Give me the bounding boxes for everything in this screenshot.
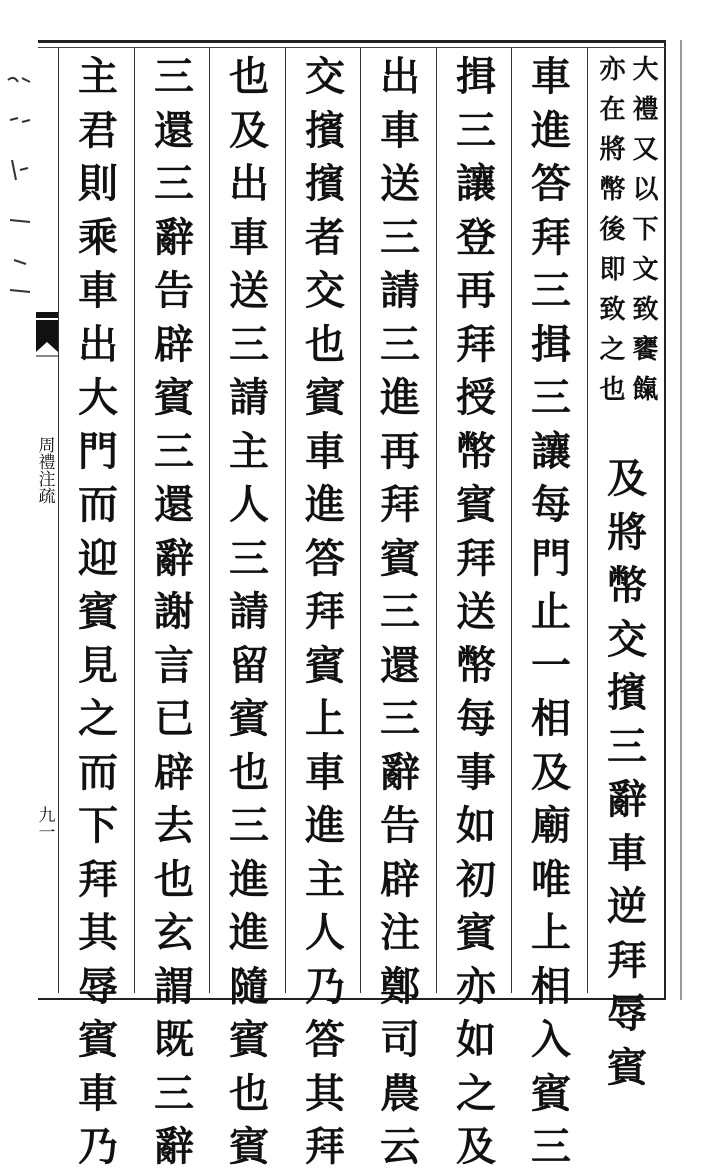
main-text-char: 之 — [78, 695, 118, 742]
main-text-char: 每 — [531, 481, 571, 528]
main-text-char: 出 — [78, 320, 118, 368]
annotation-char: 致 — [599, 295, 626, 325]
main-text-char: 者 — [305, 213, 345, 261]
main-text-char: 去 — [154, 802, 194, 849]
main-text-char: 三 — [154, 160, 194, 207]
main-text-char: 三 — [456, 106, 496, 154]
main-text-char: 賓 — [78, 588, 118, 635]
main-text-char: 拜 — [305, 588, 345, 635]
annotation-char: 又 — [632, 135, 659, 165]
annotation-char: 將 — [599, 135, 626, 165]
main-text-char: 擯 — [305, 160, 345, 207]
main-text-char: 三 — [229, 802, 269, 849]
main-text-char: 也 — [154, 855, 194, 903]
main-text-char: 鄭 — [380, 962, 420, 1010]
main-text-char: 拜 — [380, 481, 420, 528]
main-text-char: 還 — [154, 481, 194, 528]
main-text-char: 三 — [154, 1069, 194, 1117]
main-text-char: 隨 — [229, 962, 269, 1010]
main-text-char: 既 — [154, 1016, 194, 1063]
main-text-char: 請 — [229, 374, 269, 421]
main-text-char: 相 — [531, 695, 571, 742]
main-text-char: 乃 — [78, 1123, 118, 1170]
margin-title-char: 疏 — [38, 487, 56, 507]
main-text-char: 送 — [456, 588, 496, 635]
column-rule — [58, 48, 59, 993]
main-text-char: 門 — [78, 427, 118, 475]
main-text-char: 三 — [531, 1123, 571, 1170]
main-text-char: 車 — [607, 829, 647, 877]
main-text-char: 賓 — [154, 374, 194, 421]
main-text-char: 人 — [229, 481, 269, 528]
main-text-char: 三 — [380, 695, 420, 742]
main-text-char: 三 — [154, 427, 194, 475]
main-text-char: 其 — [78, 909, 118, 956]
main-text-char: 則 — [78, 160, 118, 207]
main-text-char: 如 — [456, 802, 496, 849]
main-text-char: 主 — [305, 855, 345, 903]
main-text-char: 拜 — [531, 213, 571, 261]
main-text-char: 賓 — [305, 641, 345, 689]
main-text-char: 賓 — [229, 1016, 269, 1063]
main-text-char: 揖 — [456, 53, 496, 100]
main-text-char: 賓 — [456, 909, 496, 956]
main-text-char: 拜 — [607, 936, 647, 984]
margin-title-char: 禮 — [38, 453, 56, 473]
main-text-char: 出 — [229, 160, 269, 207]
main-text-char: 進 — [229, 909, 269, 956]
main-text-char: 已 — [154, 695, 194, 742]
main-text-char: 事 — [456, 748, 496, 796]
main-text-char: 答 — [305, 1016, 345, 1063]
main-text-char: 一 — [531, 641, 571, 689]
annotation-char: 後 — [599, 215, 626, 245]
main-text-char: 乃 — [305, 962, 345, 1010]
annotation-char: 大 — [632, 55, 659, 85]
main-text-char: 而 — [78, 748, 118, 796]
main-text-char: 送 — [229, 267, 269, 314]
main-text-char: 主 — [229, 427, 269, 475]
main-text-char: 車 — [78, 267, 118, 314]
main-text-char: 告 — [154, 267, 194, 314]
top-rule — [38, 47, 666, 48]
main-text-char: 迎 — [78, 534, 118, 582]
main-text-char: 送 — [380, 160, 420, 207]
text-column-2 — [516, 50, 586, 1170]
main-text-char: 辭 — [380, 748, 420, 796]
main-text-char: 請 — [229, 588, 269, 635]
annotation-char: 之 — [599, 335, 626, 365]
main-text-char: 三 — [229, 320, 269, 368]
main-text-char: 進 — [229, 855, 269, 903]
main-text-char: 之 — [456, 1069, 496, 1117]
main-text-char: 三 — [531, 374, 571, 421]
main-text-char: 將 — [607, 508, 647, 556]
main-text-char: 大 — [78, 374, 118, 421]
main-text-char: 而 — [78, 481, 118, 528]
main-text-char: 謝 — [154, 588, 194, 635]
main-text-char: 進 — [305, 481, 345, 528]
text-column-6 — [214, 50, 284, 1170]
main-text-char: 及 — [456, 1123, 496, 1170]
annotation-char: 以 — [632, 175, 659, 205]
annotation-char: 文 — [632, 255, 659, 285]
main-text-char: 辟 — [380, 855, 420, 903]
main-text-char: 還 — [154, 106, 194, 154]
main-text-char: 三 — [229, 534, 269, 582]
main-text-char: 唯 — [531, 855, 571, 903]
margin-book-title — [36, 438, 58, 506]
margin-page-number — [36, 808, 58, 842]
main-text-char: 亦 — [456, 962, 496, 1010]
annotation-char: 也 — [599, 375, 626, 405]
annotation-char: 禮 — [632, 95, 659, 125]
margin-page-number-char: 一 — [38, 823, 56, 843]
main-text-char: 上 — [305, 695, 345, 742]
main-text-char: 賓 — [607, 1043, 647, 1091]
main-text-char: 車 — [305, 748, 345, 796]
main-text-char: 答 — [305, 534, 345, 582]
main-text-char: 也 — [305, 320, 345, 368]
main-text-char: 擯 — [305, 106, 345, 154]
main-text-char: 拜 — [305, 1123, 345, 1170]
main-text-char: 如 — [456, 1016, 496, 1063]
text-column-7 — [139, 50, 209, 1170]
main-text-char: 賓 — [229, 695, 269, 742]
main-text-char: 登 — [456, 213, 496, 261]
main-text-char: 辭 — [154, 213, 194, 261]
main-text-char: 幣 — [607, 562, 647, 609]
main-text-char: 辟 — [154, 320, 194, 368]
annotation-char: 饔 — [632, 335, 659, 365]
main-text-char: 賓 — [531, 1069, 571, 1117]
main-text-char: 謂 — [154, 962, 194, 1010]
main-text-char: 辭 — [607, 776, 647, 823]
main-text-char: 揖 — [531, 320, 571, 368]
main-text-char: 見 — [78, 641, 118, 689]
main-text-char: 人 — [305, 909, 345, 956]
main-text-char: 每 — [456, 695, 496, 742]
annotation-char: 下 — [632, 215, 659, 245]
main-text-char: 幣 — [456, 641, 496, 689]
main-text-char: 賓 — [456, 481, 496, 528]
main-text-char: 拜 — [456, 534, 496, 582]
main-text-char: 初 — [456, 855, 496, 903]
main-text-char: 讓 — [531, 427, 571, 475]
margin-title-char: 周 — [38, 436, 56, 456]
main-text-char: 注 — [380, 909, 420, 956]
main-text-char: 云 — [380, 1123, 420, 1170]
annotation-char: 亦 — [599, 55, 626, 85]
main-text-char: 交 — [607, 615, 647, 663]
main-text-char: 及 — [607, 455, 647, 502]
column-rule — [360, 48, 361, 993]
main-text-char: 授 — [456, 374, 496, 421]
main-text-char: 車 — [531, 53, 571, 100]
main-text-char: 車 — [305, 427, 345, 475]
main-text-char: 三 — [380, 320, 420, 368]
main-text-char: 辭 — [154, 1123, 194, 1170]
main-text-char: 及 — [229, 106, 269, 154]
main-text-char: 三 — [380, 588, 420, 635]
main-text-char: 還 — [380, 641, 420, 689]
column-rule — [436, 48, 437, 993]
main-text-char: 進 — [531, 106, 571, 154]
column-rule — [511, 48, 512, 993]
main-text-char: 言 — [154, 641, 194, 689]
main-text-char: 農 — [380, 1069, 420, 1117]
margin-page-number-char: 九 — [38, 806, 56, 826]
main-text-char: 出 — [380, 53, 420, 100]
main-text-char: 也 — [229, 53, 269, 100]
main-text-char: 也 — [229, 748, 269, 796]
main-text-char: 答 — [531, 160, 571, 207]
main-text-char: 乘 — [78, 213, 118, 261]
main-text-char: 司 — [380, 1016, 420, 1063]
annotation-char: 幣 — [599, 175, 626, 205]
fishtail-mark — [36, 312, 58, 358]
main-text-char: 賓 — [305, 374, 345, 421]
main-text-char: 告 — [380, 802, 420, 849]
text-column-5 — [290, 50, 360, 1170]
main-text-char: 上 — [531, 909, 571, 956]
text-column-1 — [592, 50, 662, 1091]
text-column-3 — [441, 50, 511, 1170]
gutter-marks — [4, 60, 34, 300]
main-text-char: 拜 — [78, 855, 118, 903]
annotation-char: 餼 — [632, 375, 659, 405]
main-text-char: 辟 — [154, 748, 194, 796]
column-rule — [587, 48, 588, 993]
main-text-char: 入 — [531, 1016, 571, 1063]
column-rule — [285, 48, 286, 993]
main-text-char: 車 — [229, 213, 269, 261]
main-text-char: 交 — [305, 53, 345, 100]
main-text-char: 君 — [78, 106, 118, 154]
main-text-char: 逆 — [607, 883, 647, 930]
text-column-4 — [365, 50, 435, 1170]
main-text-char: 三 — [607, 722, 647, 770]
main-text-char: 請 — [380, 267, 420, 314]
main-text-char: 賓 — [380, 534, 420, 582]
margin-title-char: 注 — [38, 470, 56, 490]
main-text-char: 車 — [78, 1069, 118, 1117]
main-text-char: 賓 — [78, 1016, 118, 1063]
main-text-char: 賓 — [229, 1123, 269, 1170]
main-text-char: 也 — [229, 1069, 269, 1117]
main-text-char: 讓 — [456, 160, 496, 207]
main-text-char: 三 — [380, 213, 420, 261]
main-text-char: 進 — [305, 802, 345, 849]
text-column-8 — [63, 50, 133, 1170]
main-text-char: 再 — [456, 267, 496, 314]
main-text-char: 再 — [380, 427, 420, 475]
main-text-char: 止 — [531, 588, 571, 635]
main-text-char: 辱 — [78, 962, 118, 1010]
main-text-char: 辭 — [154, 534, 194, 582]
main-text-char: 及 — [531, 748, 571, 796]
main-text-char: 其 — [305, 1069, 345, 1117]
main-text-char: 幣 — [456, 427, 496, 475]
main-text-char: 相 — [531, 962, 571, 1010]
main-text-char: 門 — [531, 534, 571, 582]
main-text-char: 辱 — [607, 990, 647, 1037]
annotation-char: 致 — [632, 295, 659, 325]
page-edge — [680, 40, 682, 1000]
main-text-char: 下 — [78, 802, 118, 849]
main-text-char: 玄 — [154, 909, 194, 956]
column-rule — [209, 48, 210, 993]
annotation-char: 在 — [599, 95, 626, 125]
main-text-char: 交 — [305, 267, 345, 314]
main-text-char: 主 — [78, 53, 118, 100]
main-text-char: 廟 — [531, 802, 571, 849]
main-text-char: 三 — [154, 53, 194, 100]
main-text-char: 留 — [229, 641, 269, 689]
annotation-char: 即 — [599, 255, 626, 285]
main-text-char: 三 — [531, 267, 571, 314]
main-text-char: 車 — [380, 106, 420, 154]
main-text-char: 擯 — [607, 669, 647, 716]
main-text-char: 拜 — [456, 320, 496, 368]
column-rule — [134, 48, 135, 993]
main-text-char: 進 — [380, 374, 420, 421]
